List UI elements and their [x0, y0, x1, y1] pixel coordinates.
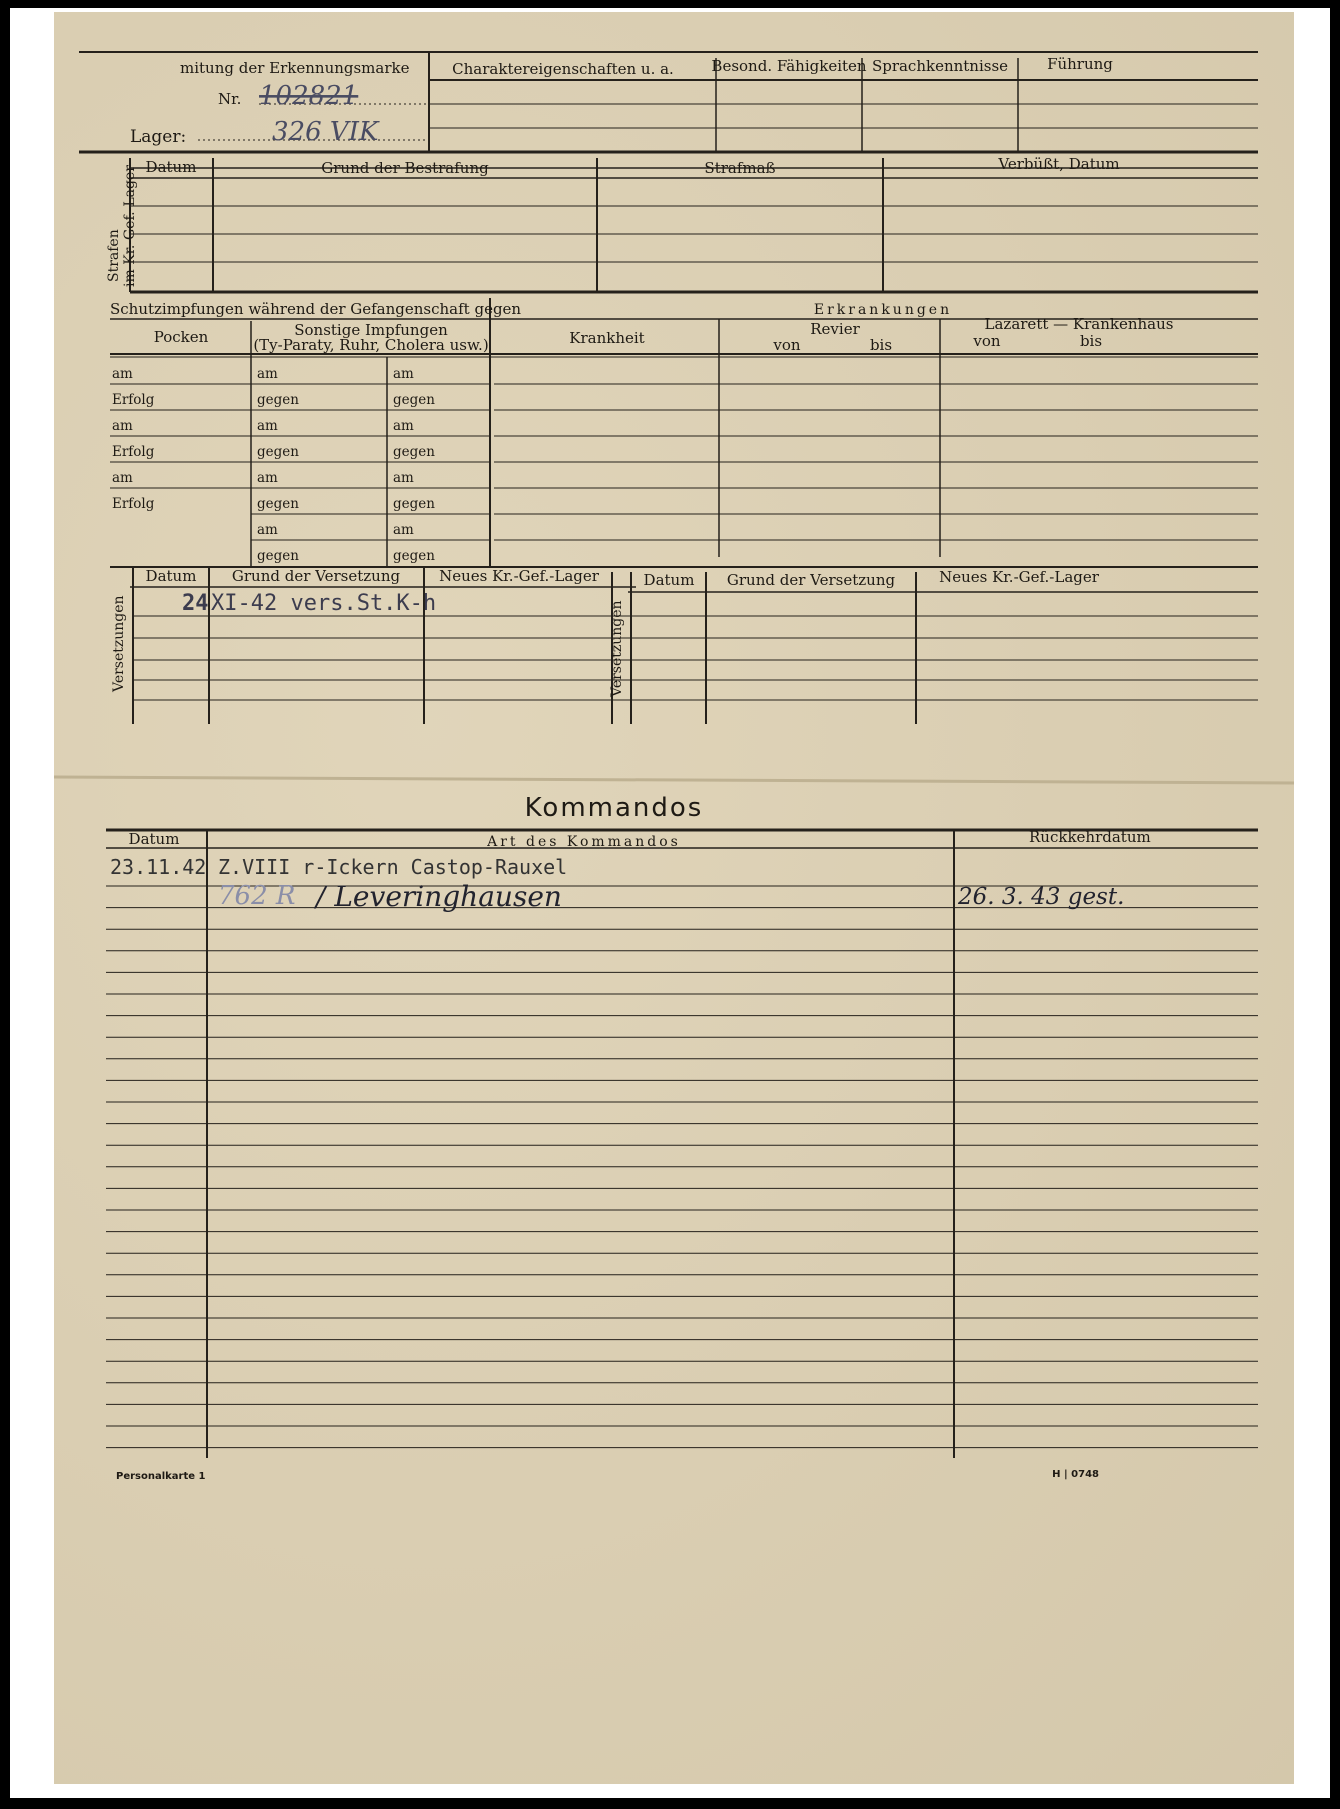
col-sprachkenntnisse: Sprachkenntnisse — [871, 57, 1009, 75]
impfungen-title: Schutzimpfungen während der Gefangenschaft gegen — [110, 300, 522, 318]
sonstige-b-row-6: gegen — [393, 496, 435, 512]
nr-label: Nr. — [218, 90, 242, 108]
strafen-col-grund: Grund der Bestrafung — [321, 159, 489, 177]
revier-von: von — [773, 336, 801, 354]
marker-label: mitung der Erkennungsmarke — [180, 59, 410, 77]
pocken-row-2: Erfolg — [112, 392, 155, 408]
impfungen-sonstige-note: (Ty-Paraty, Ruhr, Cholera usw.) — [253, 336, 489, 354]
pocken-row-3: am — [112, 418, 133, 434]
sonstige-b-row-8: gegen — [393, 548, 435, 564]
personalkarte-card — [54, 12, 1294, 1784]
col-faehigkeiten: Besond. Fähigkeiten — [711, 57, 867, 75]
sonstige-b-row-7: am — [393, 522, 414, 538]
versetzung-right-col-datum: Datum — [643, 571, 695, 589]
versetzungen-side-label-left: Versetzungen — [111, 595, 127, 692]
header-section — [79, 52, 1258, 152]
sonstige-a-row-1: am — [257, 366, 278, 382]
strafen-col-verbuesst: Verbüßt, Datum — [998, 155, 1120, 173]
kommandos-section — [106, 793, 1258, 1458]
kommando-entry-return: 26. 3. 43 gest. — [958, 884, 1125, 910]
kommando-entry-hand-1: 762 R — [218, 881, 296, 911]
lazarett-von: von — [973, 332, 1001, 350]
sonstige-a-row-5: am — [257, 470, 278, 486]
lazarett-bis: bis — [1079, 332, 1103, 350]
versetzung-left-col-datum: Datum — [145, 567, 197, 585]
versetzung-right-col-grund: Grund der Versetzung — [726, 571, 896, 589]
scan-frame — [10, 8, 1330, 1798]
sonstige-b-row-2: gegen — [393, 392, 435, 408]
strafen-col-strafmass: Strafmaß — [704, 159, 776, 177]
kommandos-ruled-rows — [106, 886, 1258, 1448]
revier-bis: bis — [869, 336, 893, 354]
erkrankungen-revier: Revier — [810, 320, 860, 338]
kommando-entry-text: Z.VIII r-Ickern Castop-Rauxel — [218, 855, 568, 879]
versetzung-entry-text: XI-42 vers.St.K-h — [211, 591, 437, 616]
versetzungen-section — [110, 567, 1258, 724]
versetzung-entry-date: 24 — [182, 591, 209, 616]
footer-form-name: Personalkarte 1 — [116, 1471, 206, 1482]
impfungen-sonstige: Sonstige Impfungen — [294, 321, 448, 339]
lager-value: 326 VIK — [272, 117, 379, 147]
sonstige-a-row-6: gegen — [257, 496, 299, 512]
sonstige-a-row-8: gegen — [257, 548, 299, 564]
form-sheet — [54, 12, 1294, 1784]
sonstige-a-row-7: am — [257, 522, 278, 538]
sonstige-b-row-5: am — [393, 470, 414, 486]
sonstige-a-row-3: am — [257, 418, 278, 434]
versetzung-left-col-lager: Neues Kr.-Gef.-Lager — [439, 567, 599, 585]
kommandos-col-art: Art des Kommandos — [487, 834, 681, 850]
kommandos-col-rueckkehr: Rückkehrdatum — [1029, 828, 1151, 846]
sonstige-b-row-1: am — [393, 366, 414, 382]
sonstige-b-row-4: gegen — [393, 444, 435, 460]
strafen-col-datum: Datum — [145, 158, 197, 176]
pocken-row-5: am — [112, 470, 133, 486]
impfungen-pocken: Pocken — [153, 328, 209, 346]
footer-form-code: H | 0748 — [1052, 1469, 1099, 1480]
erkrankungen-krankheit: Krankheit — [569, 329, 645, 347]
strafen-side-label: Strafen — [106, 229, 122, 282]
kommando-entry-hand-2: / Leveringhausen — [316, 880, 562, 913]
pocken-row-6: Erfolg — [112, 496, 155, 512]
versetzung-right-col-lager: Neues Kr.-Gef.-Lager — [939, 568, 1099, 586]
pocken-row-4: Erfolg — [112, 444, 155, 460]
pocken-row-1: am — [112, 366, 133, 382]
strafen-side-label-2: im Kr.-Gef.-Lager — [122, 165, 138, 287]
col-charakter: Charaktereigenschaften u. a. — [452, 60, 674, 78]
lager-label: Lager: — [130, 127, 187, 147]
sonstige-b-row-3: am — [393, 418, 414, 434]
sonstige-a-row-2: gegen — [257, 392, 299, 408]
nr-value: 102821 — [259, 81, 359, 111]
sonstige-a-row-4: gegen — [257, 444, 299, 460]
versetzungen-side-label-right: Versetzungen — [609, 600, 625, 697]
fold-line — [54, 777, 1294, 783]
kommandos-col-datum: Datum — [128, 830, 180, 848]
kommandos-title: Kommandos — [524, 793, 704, 823]
strafen-section — [106, 155, 1258, 292]
erkrankungen-title: Erkrankungen — [813, 302, 953, 318]
erkrankungen-lazarett: Lazarett — Krankenhaus — [984, 315, 1174, 333]
versetzung-left-col-grund: Grund der Versetzung — [231, 567, 401, 585]
impfungen-erkrankungen-section — [110, 298, 1258, 567]
col-fuehrung: Führung — [1047, 55, 1113, 73]
kommando-entry-date: 23.11.42 — [110, 855, 207, 879]
